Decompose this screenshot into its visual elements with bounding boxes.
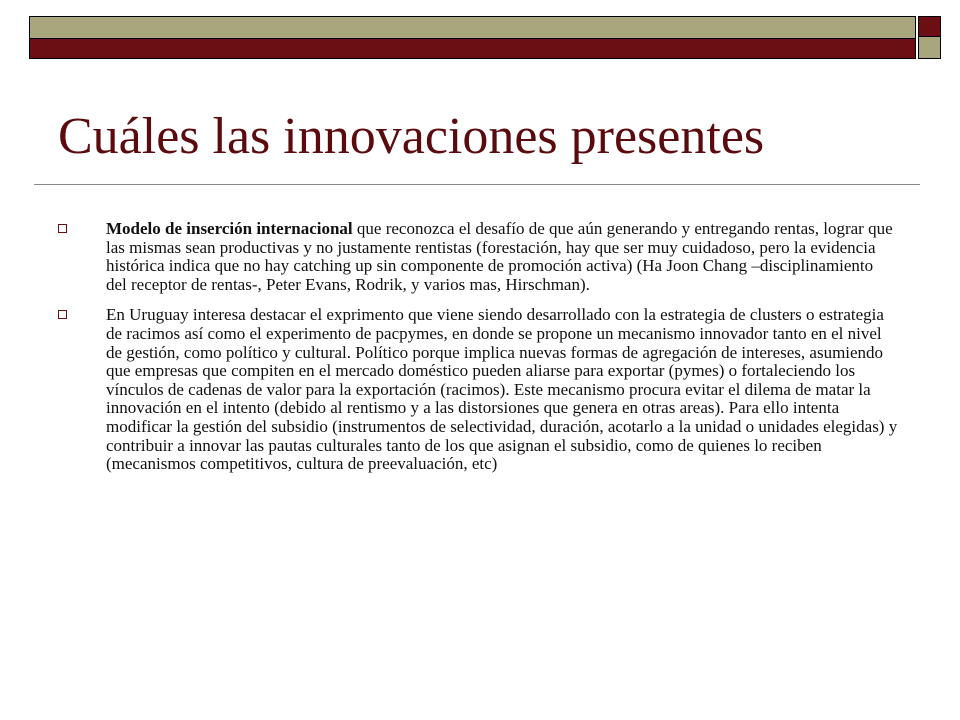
title-divider — [34, 184, 920, 185]
bullet-text: En Uruguay interesa destacar el exprimento que viene siendo desarrollado con la estrategia de clusters o estrategia de racimos así como el experimento de pacpymes, en donde se propone un mecanismo innovador tanto en el nivel de gestión, como político y cultural. Político porque implica nuevas formas de agregación de intereses, asumiendo que empresas que compiten en el mercado doméstico pueden aliarse para exportar (pymes) o fortaleciendo los vínculos de cadenas de valor para la exportación (racimos). Este mecanismo procura evitar el dilema de matar la innovación en el intento (debido al rentismo y a las distorsiones que genera en otras areas). Para ello intenta modificar la gestión del subsidio (instrumentos de selectividad, duración, acotarlo a la unidad o unidades elegidas) y contribuir a innovar las pautas culturales tanto de los que asignan el subsidio, como de quienes lo reciben (mecanismos competitivos, cultura de preevaluación, etc) — [106, 305, 898, 474]
header-decoration-bar — [29, 16, 916, 59]
square-bullet-icon — [58, 224, 67, 233]
square-bullet-icon — [58, 310, 67, 319]
header-olive-stripe — [30, 17, 915, 39]
bullet-item-uruguay — [58, 306, 898, 473]
bullet-item-insercion — [58, 220, 898, 294]
bullet-text: que reconozca el desafío de que aún generando y entregando rentas, lograr que las mismas sean productivas y no justamente rentistas (forestación, hay que ser muy cuidadoso, pero la evidencia histórica indica que no hay catching up sin componente de promoción activa) (Ha Joon Chang –disciplinamiento del receptor de rentas-, Peter Evans, Rodrik, y varios mas, Hirschman). — [106, 219, 893, 294]
header-maroon-stripe — [30, 39, 915, 58]
corner-square-top — [918, 16, 941, 37]
bullet-bold-lead: Modelo de inserción internacional — [106, 219, 353, 238]
corner-square-bottom — [918, 37, 941, 59]
bullet-list — [58, 220, 898, 486]
slide-title: Cuáles las innovaciones presentes — [58, 108, 765, 165]
header-corner-square — [918, 16, 941, 59]
